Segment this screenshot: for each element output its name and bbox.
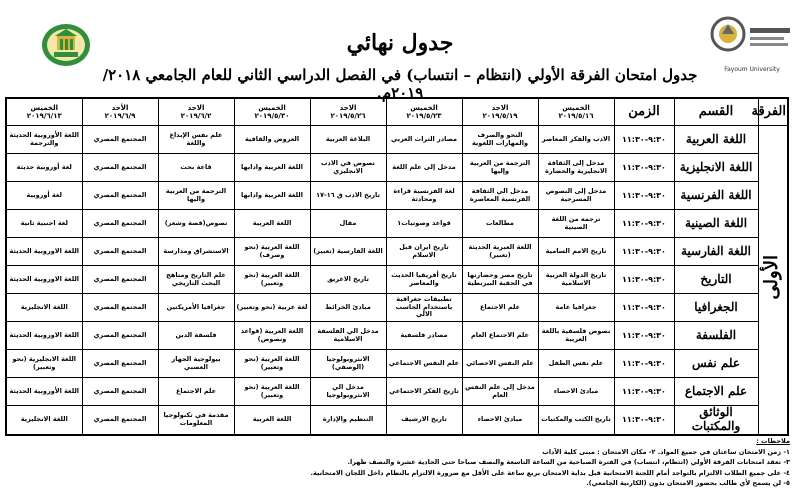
subject-cell: البلاغة العربية [310, 126, 386, 154]
subject-cell: اللغة العربية وادابها [234, 154, 310, 182]
subject-cell: نصوص(قصة وشعر) [158, 210, 234, 238]
subject-cell: المجتمع المصري [82, 238, 158, 266]
subject-cell: ترجمه من اللغة الصينية [538, 210, 614, 238]
subject-cell: الترجمة من العربية وإليها [462, 154, 538, 182]
subject-cell: مبادئ الاحصاء [538, 378, 614, 406]
table-row [6, 350, 788, 378]
time-cell: ٩:٣٠-١١:٣٠ [614, 378, 674, 406]
subject-cell: تاريخ الكتب والمكتبات [538, 406, 614, 435]
header-day-2: الاحد ٢٠١٩/٥/١٩ [462, 98, 538, 126]
subject-cell: مصادر التراث العربي [386, 126, 462, 154]
subject-cell: علم التاريخ ومناهج البحث التاريخي [158, 266, 234, 294]
subject-cell: تاريخ أفريقيا الحديث والمعاصر [386, 266, 462, 294]
time-cell: ٩:٣٠-١١:٣٠ [614, 294, 674, 322]
subject-cell: علم نفس الطفل [538, 350, 614, 378]
dept-cell: علم الاجتماع [674, 378, 758, 406]
time-cell: ٩:٣٠-١١:٣٠ [614, 322, 674, 350]
subject-cell: اللغة الاوروبية الحديثة [6, 322, 82, 350]
subject-cell: مدخل الي الفلسفة الاسلامية [310, 322, 386, 350]
subject-cell: مطالعات [462, 210, 538, 238]
subject-cell: نصوص في الادب الانجليزي [310, 154, 386, 182]
subject-cell: لغة أوروبية [6, 182, 82, 210]
subject-cell: المجتمع المصري [82, 266, 158, 294]
subject-cell: اللغة العربية [234, 210, 310, 238]
dept-cell: التاريخ [674, 266, 758, 294]
header-level: الفرقة [758, 98, 788, 126]
notes-section [10, 436, 790, 489]
subject-cell: نصوص فلسفية باللغة العربية [538, 322, 614, 350]
dept-cell: اللغة الفرنسية [674, 182, 758, 210]
table-header-row [6, 98, 788, 126]
header-day-1: الخميس ٢٠١٩/٥/١٦ [538, 98, 614, 126]
subject-cell: المجتمع المصري [82, 294, 158, 322]
time-cell: ٩:٣٠-١١:٣٠ [614, 182, 674, 210]
table-row [6, 294, 788, 322]
subject-cell: مقال [310, 210, 386, 238]
subject-cell: اللغة العربية [234, 406, 310, 435]
level-cell [758, 126, 788, 435]
time-cell: ٩:٣٠-١١:٣٠ [614, 126, 674, 154]
dept-cell: الفلسفة [674, 322, 758, 350]
subject-cell: علم نفس الإبداع واللغة [158, 126, 234, 154]
subject-cell: علم الاجتماع العام [462, 322, 538, 350]
subject-cell: المجتمع المصري [82, 350, 158, 378]
subject-cell: تاريخ ايران قبل الاسلام [386, 238, 462, 266]
header-day-7: الأحد ٢٠١٩/٦/٩ [82, 98, 158, 126]
subject-cell: مدخل إلى الثقافة الانجليزية والحضارة [538, 154, 614, 182]
subject-cell: اللغة العربية (نحو وتعبير) [234, 266, 310, 294]
page-title: جدول نهائي [346, 30, 454, 56]
subject-cell: النحو والصرف والمهارات اللغوية [462, 126, 538, 154]
exam-schedule-table [5, 97, 789, 436]
subject-cell: اللغة الانجليزية [6, 406, 82, 435]
subject-cell: علم الاجتماع [158, 378, 234, 406]
table-row [6, 210, 788, 238]
subject-cell: اللغة الانجليزية [6, 294, 82, 322]
dept-cell: الوثائق والمكتبات [674, 406, 758, 435]
subject-cell: مبادئ الخرائط [310, 294, 386, 322]
table-row [6, 378, 788, 406]
dept-cell: اللغة الفارسية [674, 238, 758, 266]
subject-cell: بيولوجية الجهاز العصبي [158, 350, 234, 378]
subject-cell: الاستشراق ومدارسة [158, 238, 234, 266]
subject-cell: علم النفس الاجتماعي [386, 350, 462, 378]
dept-cell: اللغة الصينية [674, 210, 758, 238]
subject-cell: المجتمع المصري [82, 322, 158, 350]
subject-cell: مدخل إلى النصوص المسرحية [538, 182, 614, 210]
subject-cell: مدخل الي الثقافة الفرنسية المعاصرة [462, 182, 538, 210]
time-cell: ٩:٣٠-١١:٣٠ [614, 210, 674, 238]
subject-cell: جغرافيا عامة [538, 294, 614, 322]
header-time: الزمن [614, 98, 674, 126]
subject-cell: جغرافيا الأمريكتين [158, 294, 234, 322]
subject-cell: لغة عربية (نحو وتعبير) [234, 294, 310, 322]
subject-cell: اللغة الاوروبية الحديثة [6, 266, 82, 294]
table-body [6, 126, 788, 435]
subject-cell: التنظيم والإدارة [310, 406, 386, 435]
notes-title: ملاحظات : [756, 437, 790, 445]
subject-cell: مدخل الي الانثروبولوجيا [310, 378, 386, 406]
subject-cell: اللغة العربية (نحو وتعبير) [234, 378, 310, 406]
subject-cell: قواعد وصوتيات١ [386, 210, 462, 238]
subject-cell: الانثروبولوجيا (الوصفي) [310, 350, 386, 378]
subject-cell: تاريخ مصر وحضارتها في الحقبة البيزنطية [462, 266, 538, 294]
time-cell: ٩:٣٠-١١:٣٠ [614, 350, 674, 378]
note-item: ٥- لن يسمح لأي طالب بحضور الامتحان بدون (الكارنية الجامعي). [586, 479, 790, 487]
subject-cell: اللغة الاوروبية الحديثة [6, 238, 82, 266]
table-row [6, 182, 788, 210]
subject-cell: المجتمع المصري [82, 378, 158, 406]
table-row [6, 322, 788, 350]
subject-cell: اللغة الأوروبية الحديثة والترجمة [6, 126, 82, 154]
level-label: الأولى [761, 254, 783, 300]
time-cell: ٩:٣٠-١١:٣٠ [614, 238, 674, 266]
subject-cell: علم الاجتماع [462, 294, 538, 322]
subject-cell: المجتمع المصري [82, 154, 158, 182]
subject-cell: اللغة الفارسية (تعبير) [310, 238, 386, 266]
university-caption: Fayoum University [724, 66, 780, 73]
subject-cell: الترجمة من العربية واليها [158, 182, 234, 210]
dept-cell: الجغرافيا [674, 294, 758, 322]
subject-cell: اللغة العربية (نحو وتعبير) [234, 350, 310, 378]
time-cell: ٩:٣٠-١١:٣٠ [614, 406, 674, 435]
header-day-3: الخميس ٢٠١٩/٥/٢٣ [386, 98, 462, 126]
subject-cell: اللغة العربية (قواعد ونصوص) [234, 322, 310, 350]
page-subtitle: جدول امتحان الفرقة الأولي (انتظام – انتساب) في الفصل الدراسي الثاني للعام الجامعي ٢٠١٨/ ٢٠١٩م. [102, 66, 698, 102]
subject-cell: المجتمع المصري [82, 182, 158, 210]
subject-cell: مبادئ الاحصاء [462, 406, 538, 435]
header-dept: القسم [674, 98, 758, 126]
time-cell: ٩:٣٠-١١:٣٠ [614, 266, 674, 294]
subject-cell: قاعة بحث [158, 154, 234, 182]
header-day-5: الخميس ٢٠١٩/٥/٣٠ [234, 98, 310, 126]
dept-cell: اللغة الانجليزية [674, 154, 758, 182]
table-row [6, 126, 788, 154]
header-day-6: الاحد ٢٠١٩/٦/٢ [158, 98, 234, 126]
table-row [6, 154, 788, 182]
subject-cell: تاريخ الامم السامية [538, 238, 614, 266]
note-item: ٤- على جميع الطلاب الالتزام بالتواجد أمام اللجنة الامتحانية قبل بداية الامتحان بربع ساعة على الأقل مع ضرورة الالتزام بالنظام داخل اللجان الامتحانية. [310, 468, 790, 477]
subject-cell: اللغة العربية (نحو وصرف) [234, 238, 310, 266]
subject-cell: الادب والفكر المعاصر [538, 126, 614, 154]
subject-cell: لغة اجنبية ثانية [6, 210, 82, 238]
subject-cell: لغة أوروبية حديثة [6, 154, 82, 182]
subject-cell: مدخل إلى علم النفس العام [462, 378, 538, 406]
subject-cell: اللغة الأوروبية الحديثة [6, 378, 82, 406]
dept-cell: اللغة العربية [674, 126, 758, 154]
subject-cell: العروض والقافية [234, 126, 310, 154]
time-cell: ٩:٣٠-١١:٣٠ [614, 154, 674, 182]
subject-cell: لغة الفرنسية قراءة ومحادثة [386, 182, 462, 210]
subject-cell: مصادر فلسفية [386, 322, 462, 350]
subject-cell: اللغة العربية وادابها [234, 182, 310, 210]
dept-cell: علم نفس [674, 350, 758, 378]
subject-cell: علم النفس الاحصائي [462, 350, 538, 378]
subject-cell: تاريخ الارشيف [386, 406, 462, 435]
subject-cell: تاريخ الدولة العربية الاسلامية [538, 266, 614, 294]
subject-cell: اللغة الانجليزية (نحو وتعبير) [6, 350, 82, 378]
subject-cell: اللغة العبرية الحديثة (تعبير) [462, 238, 538, 266]
subject-cell: تاريخ الادب ق ١٦-١٧ [310, 182, 386, 210]
page-header [0, 0, 800, 102]
header-day-4: الاحد ٢٠١٩/٥/٢٦ [310, 98, 386, 126]
table-row [6, 406, 788, 435]
note-item: ٣- تعقد امتحانات الفرقة الأولي (انتظام، انتساب) في الفترة الصباحية من الساعة التاسعة والنصف صباحا حتى الحادية عشرة والنصف ظهرا. [347, 458, 790, 466]
subject-cell: تاريخ الاغريق [310, 266, 386, 294]
subject-cell: مدخل إلى علم اللغة [386, 154, 462, 182]
subject-cell: تطبيقات جغرافية باستخدام الحاسب الالي [386, 294, 462, 322]
subject-cell: المجتمع المصري [82, 210, 158, 238]
table-row [6, 266, 788, 294]
header-day-8: الخميس ٢٠١٩/٦/١٣ [6, 98, 82, 126]
subject-cell: تاريخ الفكر الاجتماعي [386, 378, 462, 406]
subject-cell: المجتمع المصري [82, 126, 158, 154]
subject-cell: فلسفة الدين [158, 322, 234, 350]
subject-cell: مقدمة في تكنولوجيا المعلومات [158, 406, 234, 435]
note-item: ١- زمن الامتحان ساعتان في جميع المواد. ٢- مكان الامتحان : مبنى كلية الآداب [542, 447, 790, 456]
table-row [6, 238, 788, 266]
subject-cell: المجتمع المصري [82, 406, 158, 435]
